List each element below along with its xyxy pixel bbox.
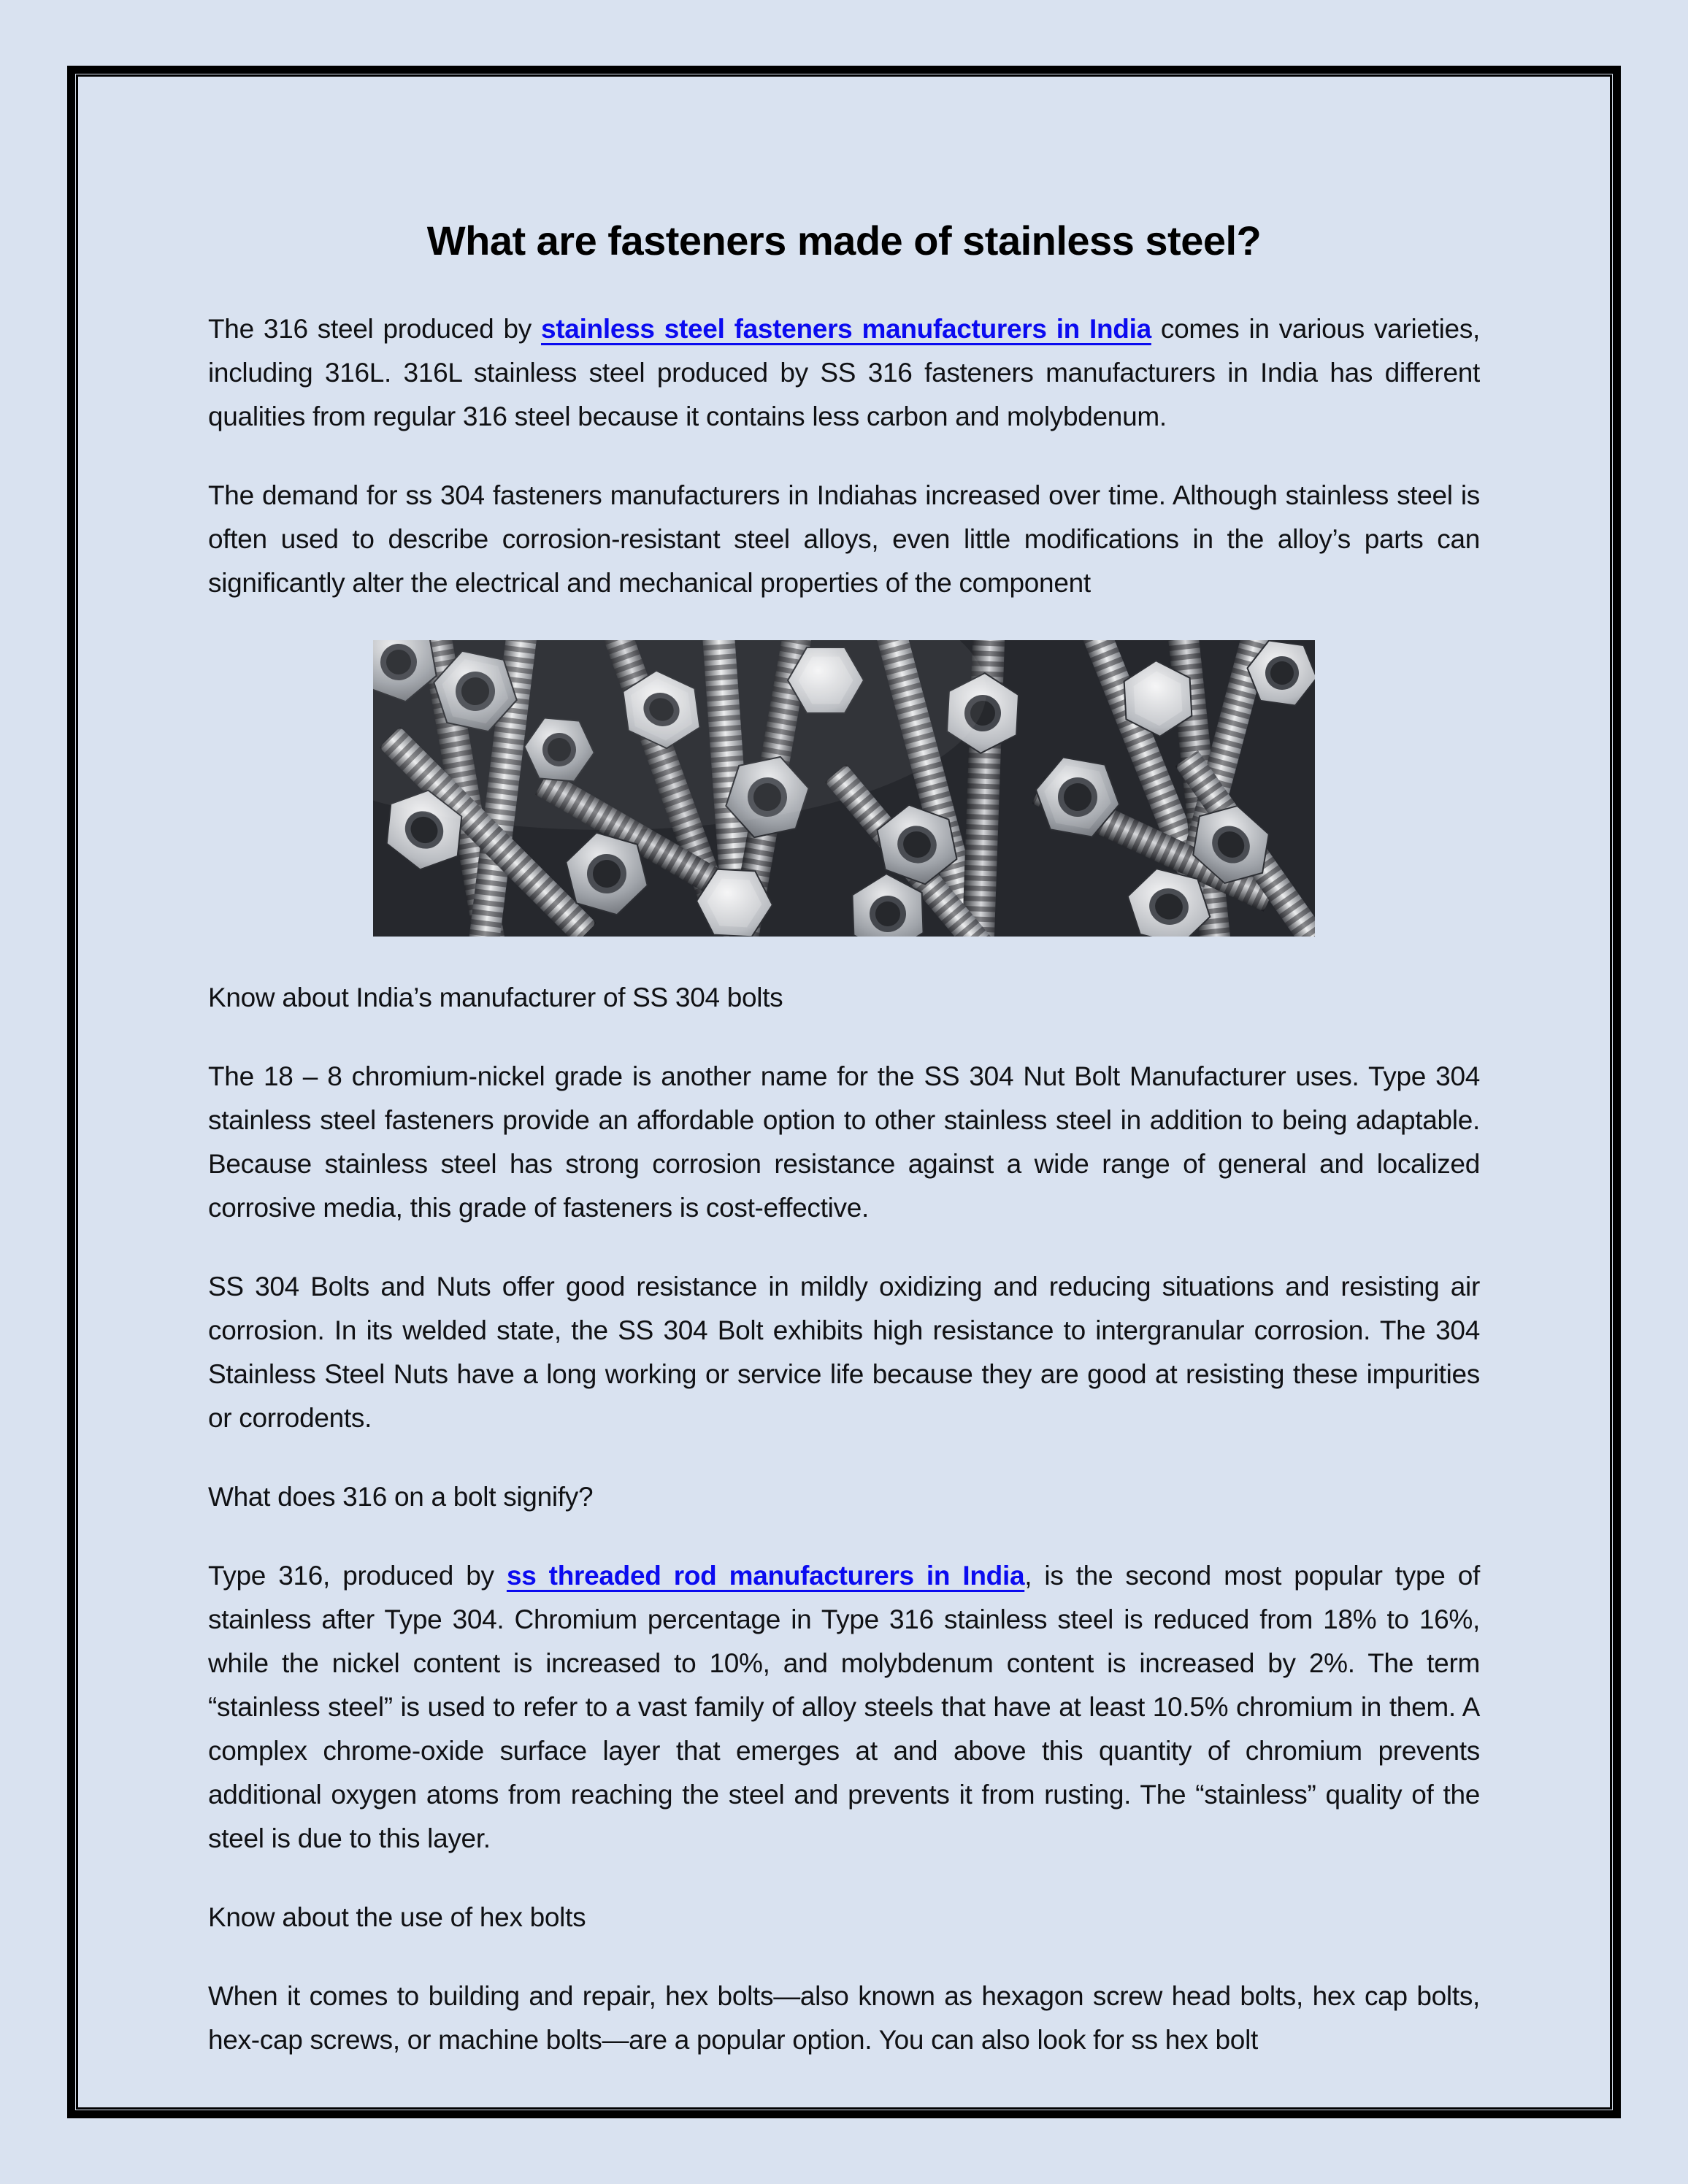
heading-316-signify: What does 316 on a bolt signify? [208, 1482, 594, 1512]
paragraph-text: , is the second most popular type of stainless after Type 304. Chromium percentage in Type 316 stainless steel is reduced from 18% to 16%, while the nickel content is increased to 10%, and molybdenum content is increased by 2%. The term “stainless steel” is used to refer to a vast family of alloy steels that have at least 10.5% chromium in them. A complex chrome-oxide surface layer that emerges at and above this quantity of chromium prevents additional oxygen atoms from reaching the steel and prevents it from rusting. The “stainless” quality of the steel is due to this layer. [208, 1561, 1480, 1853]
heading-use-of-hex-bolts: Know about the use of hex bolts [208, 1902, 586, 1932]
heading-know-ss304-bolts: Know about India’s manufacturer of SS 304 bolts [208, 983, 783, 1012]
page-border-inner [76, 74, 1612, 2110]
paragraph-type-316 [208, 1554, 1480, 1861]
paragraph-ss304-demand: The demand for ss 304 fasteners manufacturers in Indiahas increased over time. Although stainless steel is often used to describe corrosion-resistant steel alloys, even little modifications in the alloy’s parts can significantly alter the electrical and mechanical properties of the component [208, 480, 1480, 598]
paragraph-text: comes in various varieties, including 316L. 316L stainless steel produced by SS 316 fasteners manufacturers in India has different qualities from regular 316 steel because it contains less carbon and molybdenum. [208, 314, 1481, 431]
paragraph-text: The 316 steel produced by [208, 314, 541, 344]
bolts-photo-illustration [373, 640, 1315, 937]
bolts-photo [373, 640, 1315, 937]
paragraph-ss304-resistance: SS 304 Bolts and Nuts offer good resistance in mildly oxidizing and reducing situations and resisting air corrosion. In its welded state, the SS 304 Bolt exhibits high resistance to intergranular corrosion. The 304 Stainless Steel Nuts have a long working or service life because they are good at resisting these impurities or corrodents. [208, 1272, 1480, 1433]
paragraph-316-intro [208, 307, 1480, 439]
paragraph-hex-bolts: When it comes to building and repair, hex bolts—also known as hexagon screw head bolts, hex cap bolts, hex-cap screws, or machine bolts—are a popular option. You can also look for ss hex bolt [208, 1981, 1480, 2055]
link-ss-threaded-rod-manufacturers[interactable]: ss threaded rod manufacturers in India [506, 1561, 1025, 1591]
paragraph-18-8-grade: The 18 – 8 chromium-nickel grade is another name for the SS 304 Nut Bolt Manufacturer uses. Type 304 stainless steel fasteners provide an affordable option to other stainless steel in addition to being adaptable. Because stainless steel has strong corrosion resistance against a wide range of general and localized corrosive media, this grade of fasteners is cost-effective. [208, 1061, 1480, 1223]
page-title: What are fasteners made of stainless steel? [426, 218, 1262, 264]
page-border-outer [67, 66, 1621, 2118]
page-content [78, 77, 1610, 2107]
link-stainless-steel-fasteners-manufacturers[interactable]: stainless steel fasteners manufacturers in India [541, 314, 1151, 344]
paragraph-text: Type 316, produced by [208, 1561, 507, 1591]
